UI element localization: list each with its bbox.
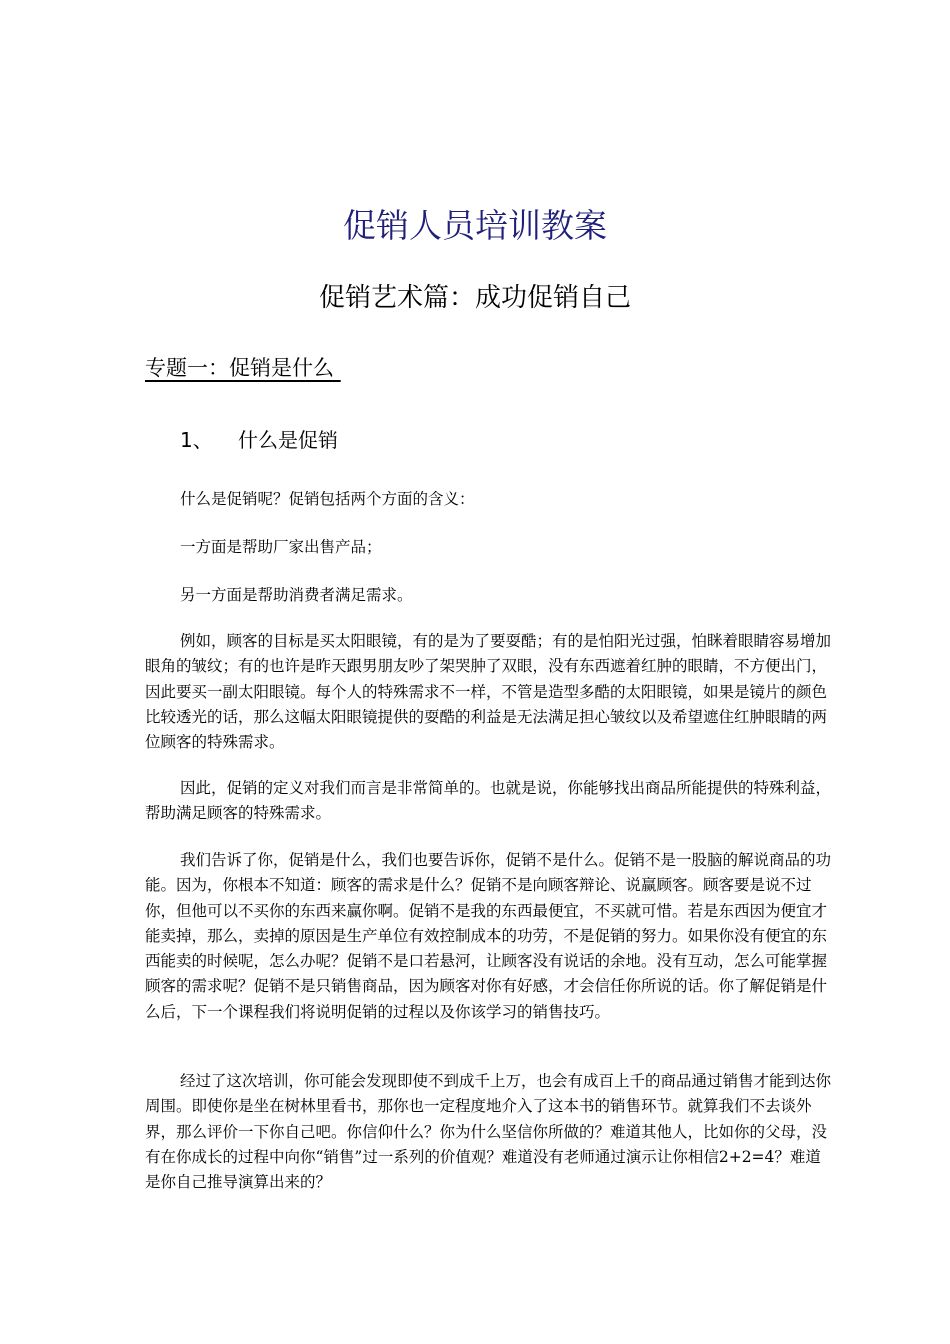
document-subtitle: 促销艺术篇：成功促销自己	[318, 283, 631, 313]
paragraph-aspect-one: 一方面是帮助厂家出售产品；	[180, 538, 382, 556]
topic-heading: 专题一：促销是什么	[145, 356, 341, 380]
paragraph-conclusion: 经过了这次培训，你可能会发现即使不到成千上万，也会有成百上千的商品通过销售才能到达你周围。即使你是坐在树林里看书，那你也一定程度地介入了这本书的销售环节。就算我们不去谈外界，那么评价一下你自己吧。你信仰什么？你为什么坚信你所做的？难道其他人，比如你的父母，没有在你成长的过程中向你“销售”过一系列的价值观？难道没有老师通过演示让你相信2+2=4？难道是你自己推导演算出来的？	[145, 1072, 832, 1192]
document-title: 促销人员培训教案	[343, 206, 607, 245]
paragraph-example: 例如，顾客的目标是买太阳眼镜，有的是为了要耍酷；有的是怕阳光过强，怕眯着眼睛容易增加眼角的皱纹；有的也许是昨天跟男朋友吵了架哭肿了双眼，没有东西遮着红肿的眼睛，不方便出门，因此要买一副太阳眼镜。每个人的特殊需求不一样，不管是造型多酷的太阳眼镜，如果是镜片的颜色比较透光的话，那么这幅太阳眼镜提供的耍酷的利益是无法满足担心皱纹以及希望遮住红肿眼睛的两位顾客的特殊需求。	[145, 632, 832, 752]
section-heading	[180, 425, 338, 455]
section-title: 什么是促销	[238, 428, 338, 452]
paragraph-definition: 因此，促销的定义对我们而言是非常简单的。也就是说，你能够找出商品所能提供的特殊利益，帮助满足顾客的特殊需求。	[145, 779, 832, 823]
section-number: 1、	[180, 428, 213, 452]
paragraph-aspect-two: 另一方面是帮助消费者满足需求。	[180, 586, 413, 604]
paragraph-intro: 什么是促销呢？促销包括两个方面的含义：	[180, 490, 475, 508]
paragraph-what-it-is-not: 我们告诉了你，促销是什么，我们也要告诉你，促销不是什么。促销不是一股脑的解说商品的功能。因为，你根本不知道：顾客的需求是什么？促销不是向顾客辩论、说赢顾客。顾客要是说不过你，但他可以不买你的东西来赢你啊。促销不是我的东西最便宜，不买就可惜。若是东西因为便宜才能卖掉，那么，卖掉的原因是生产单位有效控制成本的功劳，不是促销的努力。如果你没有便宜的东西能卖的时候呢，怎么办呢？促销不是口若悬河，让顾客没有说话的余地。没有互动，怎么可能掌握顾客的需求呢？促销不是只销售商品，因为顾客对你有好感，才会信任你所说的话。你了解促销是什么后，下一个课程我们将说明促销的过程以及你该学习的销售技巧。	[145, 851, 832, 1021]
